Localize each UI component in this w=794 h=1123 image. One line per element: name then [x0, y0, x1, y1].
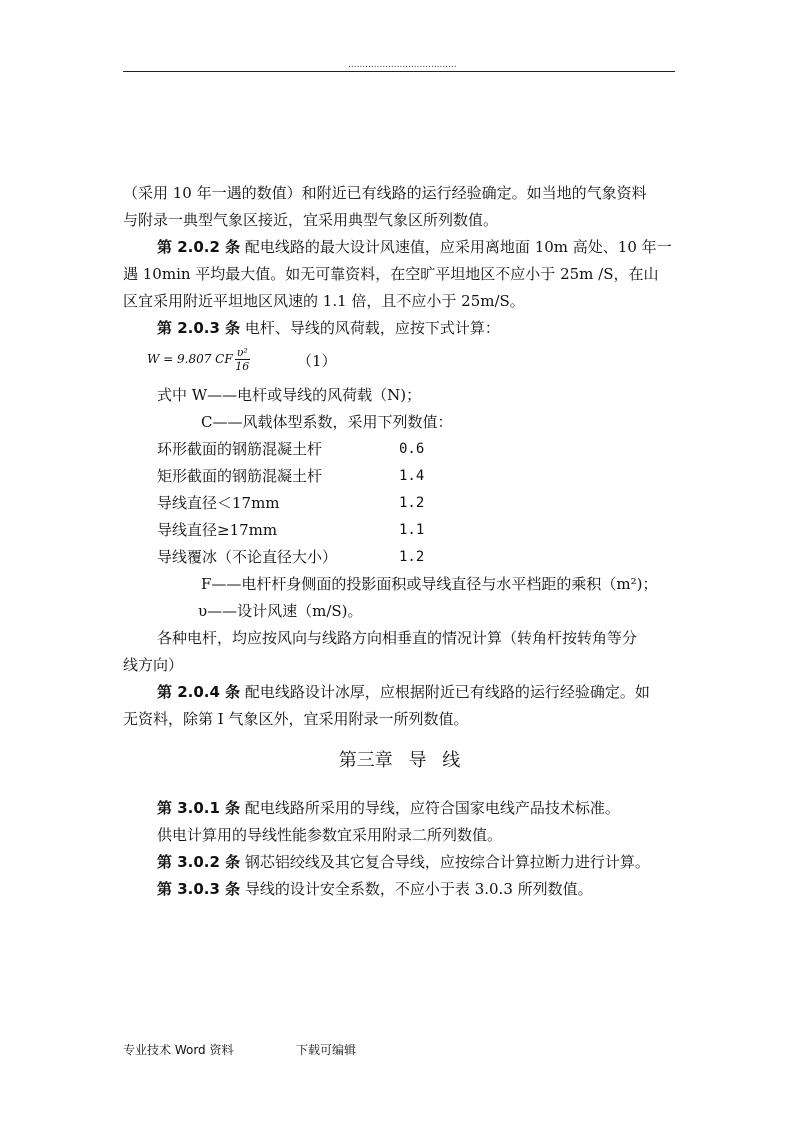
wind-load-formula: [147, 346, 250, 373]
clause-3-0-1: [123, 795, 676, 822]
clause-number: 第 2.0.2 条: [157, 238, 241, 256]
coefficient-label: 矩形截面的钢筋混凝土杆: [157, 467, 323, 485]
coefficient-value: 1.2: [399, 495, 425, 511]
coefficient-label: 导线覆冰（不论直径大小）: [157, 548, 338, 566]
coefficient-value: 1.1: [399, 522, 425, 538]
clause-text: 配电线路设计冰厚，应根据附近已有线路的运行经验确定。如: [240, 683, 650, 701]
paragraph-line: 与附录一典型气象区接近，宜采用典型气象区所列数值。: [123, 211, 499, 229]
chapter-title: 第三章 导 线: [338, 750, 461, 771]
coefficient-label: 环形截面的钢筋混凝土杆: [157, 440, 323, 458]
clause-number: 第 3.0.3 条: [157, 880, 241, 898]
formula-numerator: υ²: [236, 346, 248, 359]
paragraph-line: 供电计算用的导线性能参数宜采用附录二所列数值。: [157, 826, 503, 844]
f-definition: F——电杆杆身侧面的投影面积或导线直径与水平档距的乘积（m²)；: [201, 575, 658, 593]
clause-text: 配电线路的最大设计风速值，应采用离地面 10m 高处、10 年一: [240, 238, 672, 256]
coefficient-row: [123, 463, 676, 490]
clause-number: 第 2.0.3 条: [157, 319, 241, 337]
clause-text: 配电线路所采用的导线，应符合国家电线产品技术标准。: [240, 799, 620, 817]
formula-number: （1）: [297, 352, 337, 370]
clause-number: 第 3.0.1 条: [157, 799, 241, 817]
paragraph-line: 遇 10min 平均最大值。如无可靠资料，在空旷平坦地区不应小于 25m /S，在山: [123, 265, 659, 283]
document-body: [123, 180, 676, 903]
coefficient-value: 0.6: [399, 441, 425, 457]
clause-text: 电杆、导线的风荷载，应按下式计算：: [240, 319, 500, 337]
clause-2-0-4: [123, 679, 676, 706]
clause-2-0-3: [123, 315, 676, 342]
coefficient-value: 1.4: [399, 468, 425, 484]
footer-right-text: 下载可编辑: [296, 1043, 357, 1057]
coefficient-row: [123, 436, 676, 463]
c-definition: C——风载体型系数，采用下列数值：: [201, 413, 453, 431]
coefficient-label: 导线直径＜17mm: [157, 494, 280, 512]
clause-3-0-2: [123, 849, 676, 876]
coefficient-row: [123, 517, 676, 544]
formula-row: [123, 342, 676, 382]
clause-3-0-3: [123, 876, 676, 903]
v-definition: υ——设计风速（m/S)。: [198, 602, 363, 620]
formula-fraction: [235, 346, 250, 373]
header-dots: ......................................: [348, 60, 457, 70]
paragraph-line: 无资料，除第 I 气象区外，宜采用附录一所列数值。: [123, 710, 469, 728]
coefficient-value: 1.2: [399, 549, 425, 565]
paragraph-line: （采用 10 年一遇的数值）和附近已有线路的运行经验确定。如当地的气象资料: [123, 184, 647, 202]
clause-number: 第 2.0.4 条: [157, 683, 241, 701]
paragraph-line: 各种电杆，均应按风向与线路方向相垂直的情况计算（转角杆按转角等分: [157, 629, 638, 647]
paragraph-line: 区宜采用附近平坦地区风速的 1.1 倍，且不应小于 25m/S。: [123, 292, 525, 310]
clause-2-0-2: [123, 234, 676, 261]
clause-text: 钢芯铝绞线及其它复合导线，应按综合计算拉断力进行计算。: [240, 853, 650, 871]
where-line: 式中 W——电杆或导线的风荷载（N)；: [157, 386, 422, 404]
footer-left-text: 专业技术 Word 资料: [123, 1043, 234, 1057]
header-rule: [123, 71, 675, 72]
paragraph-line: 线方向）: [123, 656, 184, 674]
clause-number: 第 3.0.2 条: [157, 853, 241, 871]
coefficient-row: [123, 544, 676, 571]
coefficient-label: 导线直径≥17mm: [157, 521, 278, 539]
formula-denominator: 16: [235, 360, 250, 373]
clause-text: 导线的设计安全系数，不应小于表 3.0.3 所列数值。: [240, 880, 593, 898]
formula-lhs: W = 9.807 CF: [147, 352, 233, 366]
coefficient-row: [123, 490, 676, 517]
